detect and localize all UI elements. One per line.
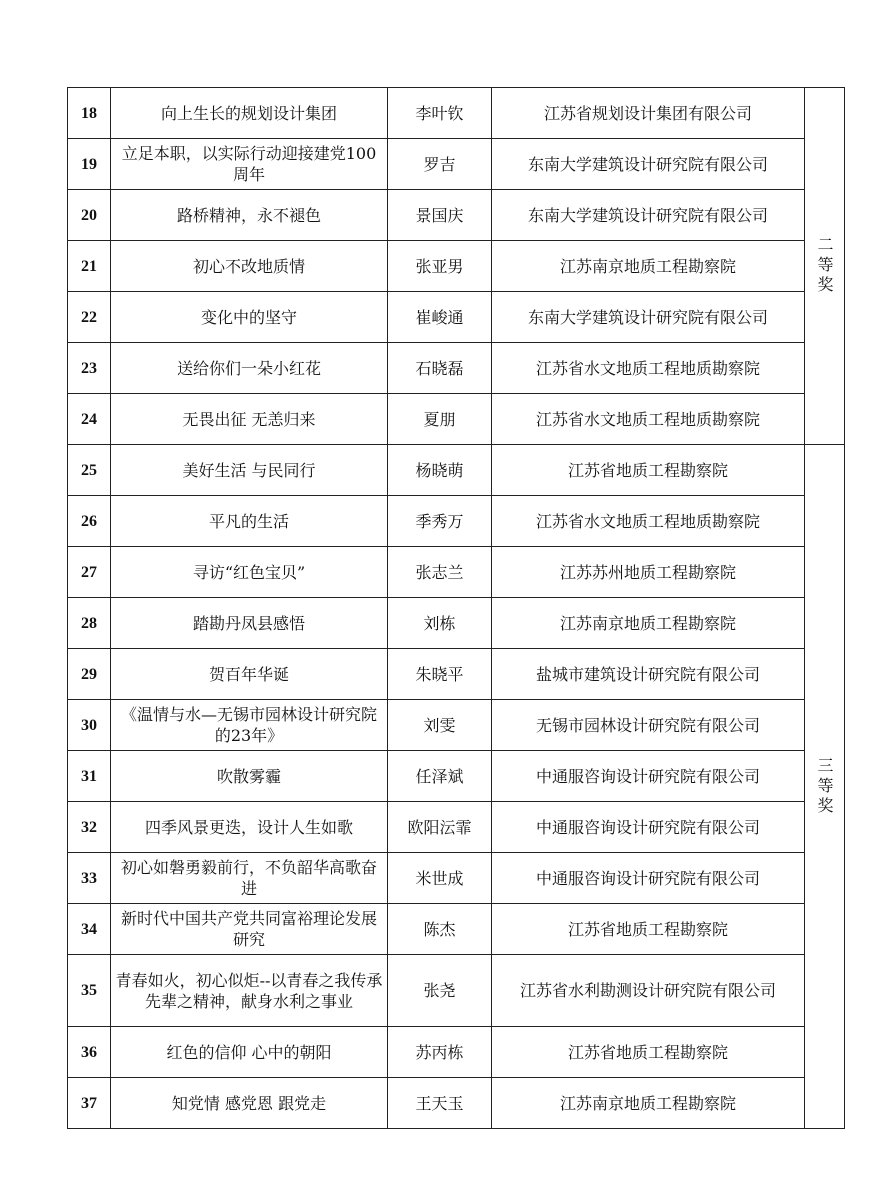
author-name: 石晓磊 (388, 343, 492, 394)
author-name: 景国庆 (388, 190, 492, 241)
table-row (68, 1027, 845, 1078)
work-title: 变化中的坚守 (111, 292, 388, 343)
work-title: 初心如磐勇毅前行，不负韶华高歌奋进 (111, 853, 388, 904)
work-title: 路桥精神，永不褪色 (111, 190, 388, 241)
row-number: 18 (68, 88, 111, 139)
author-name: 任泽斌 (388, 751, 492, 802)
work-title: 贺百年华诞 (111, 649, 388, 700)
author-name: 张尧 (388, 955, 492, 1027)
work-title: 无畏出征 无恙归来 (111, 394, 388, 445)
row-number: 25 (68, 445, 111, 496)
author-name: 罗吉 (388, 139, 492, 190)
organization-name: 江苏省水文地质工程地质勘察院 (492, 394, 805, 445)
author-name: 崔峻通 (388, 292, 492, 343)
work-title: 平凡的生活 (111, 496, 388, 547)
row-number: 26 (68, 496, 111, 547)
row-number: 35 (68, 955, 111, 1027)
table-row (68, 394, 845, 445)
row-number: 19 (68, 139, 111, 190)
work-title: 寻访“红色宝贝” (111, 547, 388, 598)
author-name: 张志兰 (388, 547, 492, 598)
row-number: 37 (68, 1078, 111, 1129)
work-title: 《温情与水—无锡市园林设计研究院的23年》 (111, 700, 388, 751)
organization-name: 江苏省水文地质工程地质勘察院 (492, 496, 805, 547)
work-title: 初心不改地质情 (111, 241, 388, 292)
work-title: 向上生长的规划设计集团 (111, 88, 388, 139)
row-number: 32 (68, 802, 111, 853)
table-row (68, 955, 845, 1027)
author-name: 张亚男 (388, 241, 492, 292)
row-number: 27 (68, 547, 111, 598)
row-number: 31 (68, 751, 111, 802)
table-row (68, 1078, 845, 1129)
work-title: 红色的信仰 心中的朝阳 (111, 1027, 388, 1078)
organization-name: 江苏省地质工程勘察院 (492, 1027, 805, 1078)
prize-second-cell: 二等奖 (805, 88, 845, 445)
table-row (68, 598, 845, 649)
organization-name: 江苏省规划设计集团有限公司 (492, 88, 805, 139)
table-row (68, 139, 845, 190)
author-name: 苏丙栋 (388, 1027, 492, 1078)
work-title: 踏勘丹凤县感悟 (111, 598, 388, 649)
organization-name: 江苏苏州地质工程勘察院 (492, 547, 805, 598)
organization-name: 盐城市建筑设计研究院有限公司 (492, 649, 805, 700)
table-row (68, 343, 845, 394)
organization-name: 江苏南京地质工程勘察院 (492, 241, 805, 292)
table-row (68, 241, 845, 292)
table-row (68, 547, 845, 598)
table-row (68, 292, 845, 343)
author-name: 季秀万 (388, 496, 492, 547)
row-number: 21 (68, 241, 111, 292)
work-title: 立足本职，以实际行动迎接建党100周年 (111, 139, 388, 190)
award-table (67, 87, 845, 1129)
table-row (68, 853, 845, 904)
organization-name: 中通服咨询设计研究院有限公司 (492, 853, 805, 904)
work-title: 美好生活 与民同行 (111, 445, 388, 496)
organization-name: 江苏南京地质工程勘察院 (492, 1078, 805, 1129)
table-row (68, 88, 845, 139)
row-number: 30 (68, 700, 111, 751)
organization-name: 江苏省水文地质工程地质勘察院 (492, 343, 805, 394)
author-name: 杨晓萌 (388, 445, 492, 496)
table-row (68, 496, 845, 547)
work-title: 四季风景更迭，设计人生如歌 (111, 802, 388, 853)
row-number: 23 (68, 343, 111, 394)
prize-third-cell: 三等奖 (805, 445, 845, 1129)
author-name: 刘栋 (388, 598, 492, 649)
organization-name: 东南大学建筑设计研究院有限公司 (492, 190, 805, 241)
table-row (68, 190, 845, 241)
work-title: 知党情 感党恩 跟党走 (111, 1078, 388, 1129)
work-title: 新时代中国共产党共同富裕理论发展研究 (111, 904, 388, 955)
table-row (68, 700, 845, 751)
table-row (68, 445, 845, 496)
work-title: 吹散雾霾 (111, 751, 388, 802)
author-name: 王天玉 (388, 1078, 492, 1129)
table-row (68, 802, 845, 853)
organization-name: 无锡市园林设计研究院有限公司 (492, 700, 805, 751)
row-number: 24 (68, 394, 111, 445)
organization-name: 江苏南京地质工程勘察院 (492, 598, 805, 649)
author-name: 朱晓平 (388, 649, 492, 700)
author-name: 夏朋 (388, 394, 492, 445)
row-number: 28 (68, 598, 111, 649)
organization-name: 江苏省地质工程勘察院 (492, 904, 805, 955)
row-number: 33 (68, 853, 111, 904)
organization-name: 中通服咨询设计研究院有限公司 (492, 751, 805, 802)
author-name: 米世成 (388, 853, 492, 904)
row-number: 34 (68, 904, 111, 955)
work-title: 送给你们一朵小红花 (111, 343, 388, 394)
author-name: 欧阳沄霏 (388, 802, 492, 853)
organization-name: 中通服咨询设计研究院有限公司 (492, 802, 805, 853)
table-row (68, 904, 845, 955)
row-number: 22 (68, 292, 111, 343)
row-number: 20 (68, 190, 111, 241)
work-title: 青春如火，初心似炬--以青春之我传承先辈之精神，献身水利之事业 (111, 955, 388, 1027)
row-number: 29 (68, 649, 111, 700)
row-number: 36 (68, 1027, 111, 1078)
author-name: 陈杰 (388, 904, 492, 955)
organization-name: 东南大学建筑设计研究院有限公司 (492, 139, 805, 190)
organization-name: 东南大学建筑设计研究院有限公司 (492, 292, 805, 343)
table-row (68, 649, 845, 700)
table-row (68, 751, 845, 802)
organization-name: 江苏省地质工程勘察院 (492, 445, 805, 496)
author-name: 李叶钦 (388, 88, 492, 139)
author-name: 刘雯 (388, 700, 492, 751)
organization-name: 江苏省水利勘测设计研究院有限公司 (492, 955, 805, 1027)
